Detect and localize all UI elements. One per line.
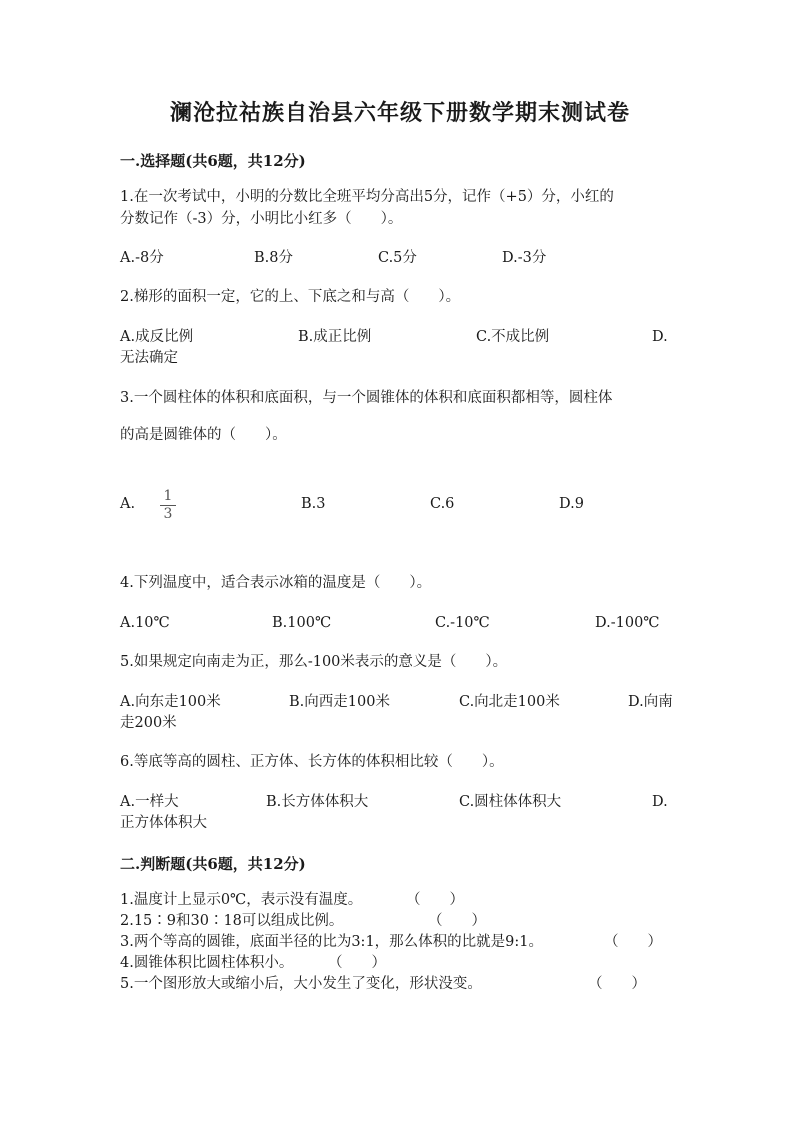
option-c: C.5分 bbox=[378, 250, 417, 266]
answer-blank[interactable]: （ ） bbox=[588, 976, 646, 992]
option-a: A.一样大 bbox=[120, 794, 179, 810]
option-d-continuation: 无法确定 bbox=[120, 350, 178, 366]
question-6 bbox=[120, 751, 680, 773]
option-a: A.向东走100米 bbox=[120, 694, 221, 710]
option-a: A.成反比例 bbox=[120, 329, 194, 345]
question-text: 3.一个圆柱体的体积和底面积，与一个圆锥体的体积和底面积都相等，圆柱体 bbox=[120, 390, 613, 406]
option-b: B.成正比例 bbox=[298, 329, 372, 345]
option-a: A.-8分 bbox=[120, 250, 164, 266]
option-d: D.向南 bbox=[628, 694, 673, 710]
option-c: C.向北走100米 bbox=[459, 694, 560, 710]
question-text: 分数记作（-3）分，小明比小红多（ ）。 bbox=[120, 211, 403, 227]
option-d: D.-100℃ bbox=[595, 615, 660, 631]
judgement-item-5: 5.一个图形放大或缩小后，大小发生了变化，形状没变。 bbox=[120, 976, 482, 992]
option-c: C.6 bbox=[430, 496, 455, 512]
option-a: A. bbox=[120, 496, 136, 512]
fraction-one-third bbox=[160, 489, 176, 522]
option-b: B.100℃ bbox=[272, 615, 332, 631]
question-4 bbox=[120, 572, 680, 594]
question-1 bbox=[120, 186, 680, 230]
judgement-item-1: 1.温度计上显示0℃，表示没有温度。 bbox=[120, 892, 363, 908]
option-d: D. bbox=[652, 794, 668, 810]
question-text: 的高是圆锥体的（ ）。 bbox=[120, 427, 287, 443]
fraction-numerator: 1 bbox=[163, 488, 173, 504]
question-text: 6.等底等高的圆柱、正方体、长方体的体积相比较（ ）。 bbox=[120, 754, 504, 770]
option-c: C.圆柱体体积大 bbox=[459, 794, 562, 810]
judgement-item-3: 3.两个等高的圆锥，底面半径的比为3:1，那么体积的比就是9:1。 bbox=[120, 934, 544, 950]
answer-blank[interactable]: （ ） bbox=[428, 913, 486, 929]
answer-blank[interactable]: （ ） bbox=[328, 955, 386, 971]
question-2 bbox=[120, 286, 680, 308]
question-3-line2 bbox=[120, 424, 680, 446]
question-5 bbox=[120, 651, 680, 673]
question-text: 1.在一次考试中，小明的分数比全班平均分高出5分，记作（+5）分，小红的 bbox=[120, 189, 614, 205]
option-c: C.-10℃ bbox=[435, 615, 490, 631]
option-a: A.10℃ bbox=[120, 615, 170, 631]
option-d: D. bbox=[652, 329, 668, 345]
answer-blank[interactable]: （ ） bbox=[604, 934, 662, 950]
judgement-item-4: 4.圆锥体积比圆柱体积小。 bbox=[120, 955, 294, 971]
question-text: 2.梯形的面积一定，它的上、下底之和与高（ ）。 bbox=[120, 289, 461, 305]
option-d: D.9 bbox=[559, 496, 584, 512]
answer-blank[interactable]: （ ） bbox=[406, 892, 464, 908]
option-b: B.8分 bbox=[254, 250, 293, 266]
question-text: 5.如果规定向南走为正，那么-100米表示的意义是（ ）。 bbox=[120, 654, 508, 670]
option-d: D.-3分 bbox=[502, 250, 547, 266]
option-b: B.向西走100米 bbox=[289, 694, 390, 710]
option-d-continuation: 走200米 bbox=[120, 715, 177, 731]
fraction-denominator: 3 bbox=[163, 506, 173, 522]
section-heading-choice: 一.选择题(共6题，共12分) bbox=[120, 152, 306, 170]
option-b: B.3 bbox=[301, 496, 326, 512]
page-title: 澜沧拉祜族自治县六年级下册数学期末测试卷 bbox=[169, 100, 630, 126]
question-text: 4.下列温度中，适合表示冰箱的温度是（ ）。 bbox=[120, 575, 432, 591]
judgement-item-2: 2.15∶9和30∶18可以组成比例。 bbox=[120, 913, 344, 929]
option-d-continuation: 正方体体积大 bbox=[120, 815, 207, 831]
option-b: B.长方体体积大 bbox=[266, 794, 369, 810]
section-heading-judgement: 二.判断题(共6题，共12分) bbox=[120, 855, 306, 873]
question-3 bbox=[120, 387, 680, 409]
option-c: C.不成比例 bbox=[476, 329, 550, 345]
